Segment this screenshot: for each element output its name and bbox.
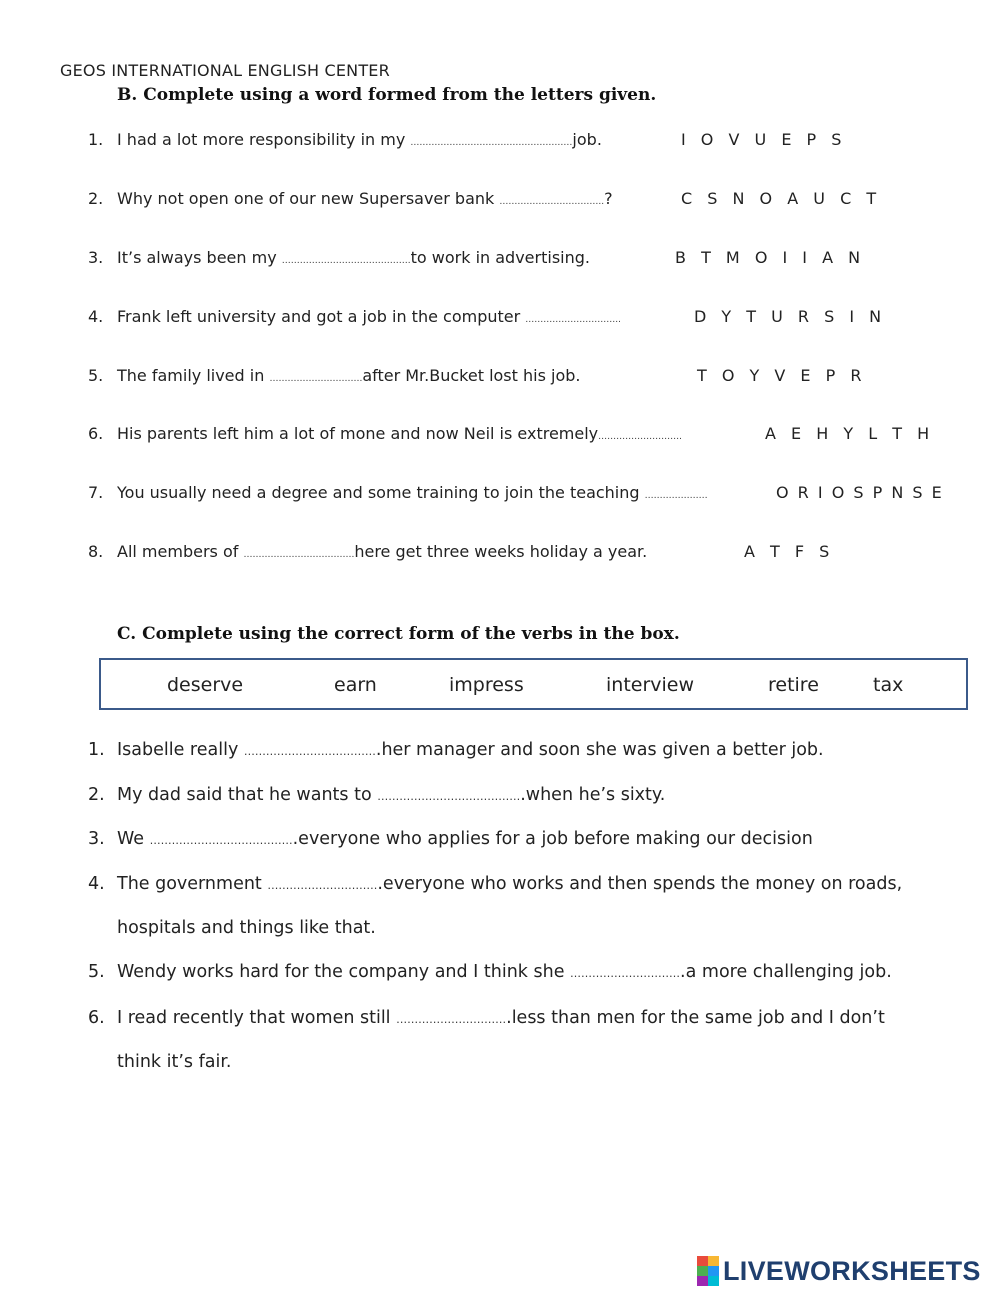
word-box: [99, 658, 968, 710]
scrambled-letters: B T M O I I A N: [675, 248, 864, 267]
scrambled-letters: O R I O S P N S E: [776, 483, 943, 502]
answer-blank[interactable]: …………………………………….: [281, 256, 411, 266]
item-number: 3.: [88, 829, 105, 849]
answer-blank[interactable]: …………………………………: [377, 790, 521, 803]
item-number: 1.: [88, 740, 105, 760]
liveworksheets-logo: [697, 1254, 981, 1288]
scrambled-letters: T O Y V E P R: [697, 366, 865, 385]
item-number: 5.: [88, 366, 104, 385]
word-impress: impress: [449, 674, 524, 696]
logo-block: [697, 1266, 708, 1276]
item-sentence: His parents left him a lot of mone and now Neil is extremely……………………….: [117, 424, 682, 443]
answer-blank[interactable]: ………………………………………………: [410, 138, 573, 148]
answer-blank[interactable]: …………………………: [396, 1013, 507, 1026]
item-number: 1.: [88, 130, 104, 149]
section-b-item: [0, 130, 1000, 154]
answer-blank[interactable]: …………………………………: [149, 834, 293, 847]
scrambled-letters: D Y T U R S I N: [694, 307, 885, 326]
item-sentence: I read recently that women still ………………………….less than men for the same job and I don’t: [117, 1008, 885, 1028]
item-number: 5.: [88, 962, 105, 982]
scrambled-letters: A T F S: [744, 542, 833, 561]
scrambled-letters: I O V U E P S: [681, 130, 845, 149]
word-earn: earn: [334, 674, 377, 696]
answer-blank[interactable]: ……………………………..: [499, 197, 605, 207]
logo-blocks-icon: [697, 1256, 719, 1286]
answer-blank[interactable]: …………………………..: [525, 315, 621, 325]
item-sentence: You usually need a degree and some training to join the teaching …………………: [117, 483, 708, 502]
section-b-item: [0, 307, 1000, 331]
section-b-item: [0, 366, 1000, 390]
section-b-item: [0, 483, 1000, 507]
section-c-title: C. Complete using the correct form of the verbs in the box.: [117, 624, 680, 644]
word-deserve: deserve: [167, 674, 244, 696]
item-number: 2.: [88, 189, 104, 208]
word-retire: retire: [768, 674, 819, 696]
answer-blank[interactable]: …………………: [644, 491, 708, 501]
logo-text: LIVEWORKSHEETS: [723, 1255, 981, 1286]
item-sentence: Frank left university and got a job in the computer …………………………..: [117, 307, 621, 326]
answer-blank[interactable]: ………………………….: [269, 374, 363, 384]
word-tax: tax: [873, 674, 904, 696]
section-b-item: [0, 189, 1000, 213]
word-interview: interview: [606, 674, 695, 696]
item-number: 4.: [88, 874, 105, 894]
item-sentence: The government ………………………….everyone who works and then spends the money on roads,: [117, 874, 903, 894]
scrambled-letters: C S N O A U C T: [681, 189, 880, 208]
item-sentence: Isabelle really ……………………………….her manager and soon she was given a better job.: [117, 740, 824, 760]
item-number: 6.: [88, 424, 104, 443]
logo-block: [708, 1276, 719, 1286]
item-number: 7.: [88, 483, 104, 502]
item-sentence-continued: think it’s fair.: [117, 1052, 232, 1072]
item-number: 8.: [88, 542, 104, 561]
item-sentence: The family lived in ………………………….after Mr.Bucket lost his job.: [117, 366, 581, 385]
section-b-item: [0, 424, 1000, 448]
item-number: 4.: [88, 307, 104, 326]
answer-blank[interactable]: …………………………: [267, 879, 378, 892]
item-sentence: Why not open one of our new Supersaver bank ……………………………..?: [117, 189, 613, 208]
item-sentence: We ………………………………….everyone who applies for a job before making our decision: [117, 829, 813, 849]
item-sentence: Wendy works hard for the company and I think she ………………………….a more challenging job.: [117, 962, 892, 982]
section-b-item: [0, 542, 1000, 566]
answer-blank[interactable]: ………………………………: [243, 745, 376, 758]
item-number: 2.: [88, 785, 105, 805]
item-number: 3.: [88, 248, 104, 267]
section-b-title: B. Complete using a word formed from the letters given.: [117, 85, 657, 105]
item-sentence: My dad said that he wants to ………………………………….when he’s sixty.: [117, 785, 666, 805]
logo-block: [708, 1266, 719, 1276]
scrambled-letters: A E H Y L T H: [765, 424, 933, 443]
center-header: GEOS INTERNATIONAL ENGLISH CENTER: [60, 61, 390, 80]
item-sentence-continued: hospitals and things like that.: [117, 918, 376, 938]
logo-block: [697, 1276, 708, 1286]
item-number: 6.: [88, 1008, 105, 1028]
logo-block: [708, 1256, 719, 1266]
logo-block: [697, 1256, 708, 1266]
item-sentence: All members of ……………………………….here get three weeks holiday a year.: [117, 542, 648, 561]
section-b-item: [0, 248, 1000, 272]
answer-blank[interactable]: ……………………….: [598, 432, 682, 442]
answer-blank[interactable]: …………………………: [570, 967, 681, 980]
answer-blank[interactable]: ……………………………….: [243, 550, 355, 560]
item-sentence: I had a lot more responsibility in my ………………………………………………job.: [117, 130, 602, 149]
item-sentence: It’s always been my …………………………………….to work in advertising.: [117, 248, 590, 267]
